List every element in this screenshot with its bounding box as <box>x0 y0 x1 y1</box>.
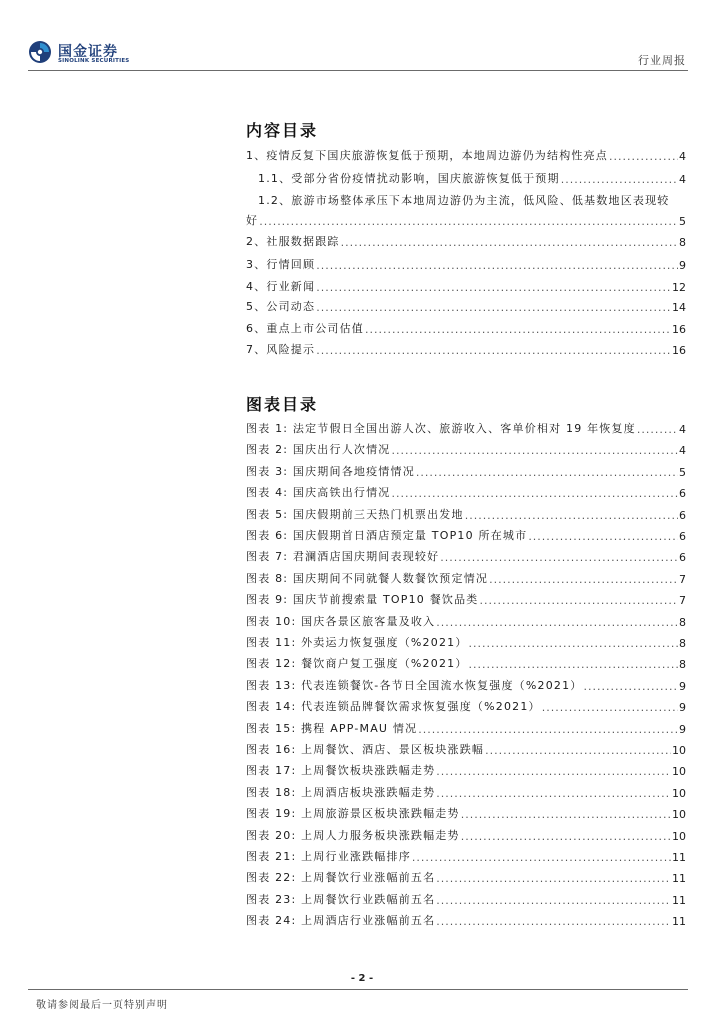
figure-leader-dots <box>436 616 678 629</box>
toc-item-page: 16 <box>672 344 686 357</box>
toc-item-page: 4 <box>679 173 686 186</box>
figure-leader-dots <box>418 723 678 736</box>
toc-item[interactable] <box>246 320 686 336</box>
figure-item-page: 11 <box>672 893 686 907</box>
toc-item[interactable] <box>246 256 686 272</box>
figure-item-text: 图表 3: 国庆期间各地疫情情况 <box>246 464 415 478</box>
figure-item-page: 10 <box>672 829 686 843</box>
figure-leader-dots <box>469 637 678 650</box>
figures-title: 图表目录 <box>246 395 319 414</box>
figure-item[interactable] <box>246 570 686 586</box>
figure-item[interactable] <box>246 784 686 800</box>
toc-leader-dots <box>561 173 678 186</box>
toc-item-page: 5 <box>679 215 686 228</box>
figure-item-text: 图表 20: 上周人力服务板块涨跌幅走势 <box>246 828 460 842</box>
logo-english-name: SINOLINK SECURITIES <box>58 58 130 64</box>
figure-item-text: 图表 4: 国庆高铁出行情况 <box>246 486 391 500</box>
figure-item[interactable] <box>246 677 686 693</box>
figure-item-text: 图表 10: 国庆各景区旅客量及收入 <box>246 614 436 628</box>
toc-item-page: 8 <box>679 236 686 249</box>
figure-item[interactable] <box>246 463 686 479</box>
page-header <box>0 0 724 72</box>
toc-item-text: 1、疫情反复下国庆旅游恢复低于预期，本地周边游仍为结构性亮点 <box>246 149 608 162</box>
figure-leader-dots <box>485 744 671 757</box>
figure-item-text: 图表 2: 国庆出行人次情况 <box>246 443 391 457</box>
toc-item-page: 4 <box>679 150 686 163</box>
report-type-label: 行业周报 <box>638 54 686 67</box>
figure-item-page: 11 <box>672 915 686 929</box>
toc-item[interactable] <box>258 170 686 186</box>
figure-item-page: 6 <box>679 530 686 543</box>
figure-item-text: 图表 14: 代表连锁品牌餐饮需求恢复强度（%2021） <box>246 700 541 714</box>
toc-leader-dots <box>316 259 678 272</box>
toc-item[interactable] <box>246 233 686 249</box>
figure-leader-dots <box>412 851 671 864</box>
figure-item-page: 4 <box>679 444 686 458</box>
figure-item-page: 4 <box>679 423 686 436</box>
disclaimer-note: 敬请参阅最后一页特别声明 <box>36 1000 168 1011</box>
toc-item-text: 3、行情回顾 <box>246 258 316 271</box>
figure-item[interactable] <box>246 741 686 757</box>
figure-leader-dots <box>436 894 671 907</box>
figure-leader-dots <box>436 915 671 928</box>
figure-item[interactable] <box>246 420 686 436</box>
figure-leader-dots <box>436 765 671 778</box>
toc-item[interactable] <box>246 278 686 294</box>
toc-item-text: 5、公司动态 <box>246 300 316 313</box>
logo-chinese-name: 国金证券 <box>58 44 118 60</box>
toc-item-text: 6、重点上市公司估值 <box>246 322 364 335</box>
figure-item-text: 图表 17: 上周餐饮板块涨跌幅走势 <box>246 764 436 778</box>
toc-leader-dots <box>341 236 678 249</box>
figure-item-page: 7 <box>679 572 686 586</box>
figure-item-text: 图表 8: 国庆期间不同就餐人数餐饮预定情况 <box>246 571 489 585</box>
figure-item-page: 10 <box>672 786 686 800</box>
toc-item-page: 12 <box>672 281 686 294</box>
figure-item[interactable] <box>246 613 686 629</box>
toc-item[interactable] <box>246 341 686 357</box>
figure-item-text: 图表 6: 国庆假期首日酒店预定量 TOP10 所在城市 <box>246 529 528 542</box>
figure-item[interactable] <box>246 506 686 522</box>
figure-item[interactable] <box>246 698 686 714</box>
figure-item-page: 6 <box>679 551 686 565</box>
figure-item[interactable] <box>246 548 686 564</box>
figure-item-text: 图表 24: 上周酒店行业涨幅前五名 <box>246 914 436 928</box>
figure-leader-dots <box>637 423 678 436</box>
figure-leader-dots <box>416 466 678 479</box>
figure-leader-dots <box>584 680 678 693</box>
figure-item[interactable] <box>246 912 686 928</box>
figure-leader-dots <box>528 530 678 543</box>
figure-item[interactable] <box>246 805 686 821</box>
figure-item-text: 图表 22: 上周餐饮行业涨幅前五名 <box>246 871 436 885</box>
figure-item-text: 图表 5: 国庆假期前三天热门机票出发地 <box>246 507 464 521</box>
sinolink-logo-icon <box>28 40 52 64</box>
figure-item-text: 图表 11: 外卖运力恢复强度（%2021） <box>246 636 468 649</box>
figure-item-page: 8 <box>679 615 686 629</box>
toc-item-page: 16 <box>672 323 686 336</box>
toc-item-text: 1.1、受部分省份疫情扰动影响，国庆旅游恢复低于预期 <box>258 172 560 185</box>
figure-item[interactable] <box>246 869 686 885</box>
figure-item-text: 图表 18: 上周酒店板块涨跌幅走势 <box>246 785 436 799</box>
figure-item[interactable] <box>246 762 686 778</box>
toc-item-text: 7、风险提示 <box>246 343 316 356</box>
figure-item-text: 图表 1: 法定节假日全国出游人次、旅游收入、客单价相对 19 年恢复度 <box>246 422 636 435</box>
figure-item[interactable] <box>246 891 686 907</box>
figure-leader-dots <box>465 509 678 522</box>
figure-item-text: 图表 16: 上周餐饮、酒店、景区板块涨跌幅 <box>246 743 485 756</box>
toc-item[interactable] <box>246 147 686 163</box>
figure-item-page: 5 <box>679 465 686 479</box>
figure-leader-dots <box>542 701 678 714</box>
header-divider <box>28 70 688 71</box>
toc-item-text[interactable]: 1.2、旅游市场整体承压下本地周边游仍为主流，低风险、低基数地区表现较 <box>258 194 670 207</box>
figure-item-page: 9 <box>679 679 686 693</box>
toc-item-text-continued: 好 <box>246 214 259 227</box>
figure-item[interactable] <box>246 441 686 457</box>
figure-item-page: 6 <box>679 487 686 501</box>
figure-item-page: 10 <box>672 765 686 779</box>
figure-item-page: 9 <box>679 701 686 715</box>
toc-leader-dots <box>316 281 671 294</box>
figure-leader-dots <box>440 551 678 564</box>
figure-item-page: 10 <box>672 808 686 822</box>
figure-item-text: 图表 7: 君澜酒店国庆期间表现较好 <box>246 550 440 564</box>
figure-item-page: 8 <box>679 658 686 672</box>
figure-item[interactable] <box>246 720 686 736</box>
toc-leader-dots <box>365 323 671 336</box>
figure-leader-dots <box>392 444 679 457</box>
toc-item-page: 9 <box>679 259 686 272</box>
toc-title: 内容目录 <box>246 121 319 140</box>
footer-divider <box>28 989 688 990</box>
figure-item-page: 11 <box>672 872 686 886</box>
figure-leader-dots <box>392 487 679 500</box>
toc-item[interactable] <box>246 212 686 228</box>
figure-item-text: 图表 23: 上周餐饮行业跌幅前五名 <box>246 892 436 906</box>
figure-item[interactable] <box>246 827 686 843</box>
figure-leader-dots <box>480 594 679 607</box>
figure-item[interactable] <box>246 848 686 864</box>
company-logo <box>28 40 138 70</box>
toc-leader-dots <box>259 215 678 228</box>
figure-item-text: 图表 21: 上周行业涨跌幅排序 <box>246 850 411 863</box>
page-number: - 2 - <box>350 973 374 984</box>
figure-leader-dots <box>461 830 671 843</box>
figure-item-page: 8 <box>679 637 686 650</box>
figure-item-page: 11 <box>672 851 686 864</box>
toc-item-page: 14 <box>672 301 686 314</box>
toc-leader-dots <box>609 150 678 163</box>
figure-leader-dots <box>461 808 671 821</box>
figure-item-page: 6 <box>679 508 686 522</box>
figure-item[interactable] <box>246 591 686 607</box>
figure-item-page: 7 <box>679 594 686 608</box>
toc-item[interactable] <box>246 298 686 314</box>
figure-leader-dots <box>436 872 671 885</box>
figure-item[interactable] <box>246 527 686 543</box>
toc-leader-dots <box>316 301 671 314</box>
figure-item-text: 图表 19: 上周旅游景区板块涨跌幅走势 <box>246 807 460 821</box>
toc-item-text: 2、社服数据跟踪 <box>246 235 340 248</box>
figure-item-text: 图表 12: 餐饮商户复工强度（%2021） <box>246 657 468 671</box>
figure-item[interactable] <box>246 484 686 500</box>
figure-item-text: 图表 9: 国庆节前搜索量 TOP10 餐饮品类 <box>246 593 479 607</box>
figure-leader-dots <box>436 787 671 800</box>
figure-item[interactable] <box>246 634 686 650</box>
toc-item-text: 4、行业新闻 <box>246 280 316 293</box>
figure-item-page: 10 <box>672 744 686 757</box>
figure-item-page: 9 <box>679 722 686 736</box>
figure-leader-dots <box>489 573 678 586</box>
toc-leader-dots <box>316 344 671 357</box>
figure-item[interactable] <box>246 655 686 671</box>
figure-leader-dots <box>469 658 678 671</box>
figure-item-text: 图表 13: 代表连锁餐饮-各节日全国流水恢复强度（%2021） <box>246 678 583 692</box>
figure-item-text: 图表 15: 携程 APP-MAU 情况 <box>246 721 418 735</box>
